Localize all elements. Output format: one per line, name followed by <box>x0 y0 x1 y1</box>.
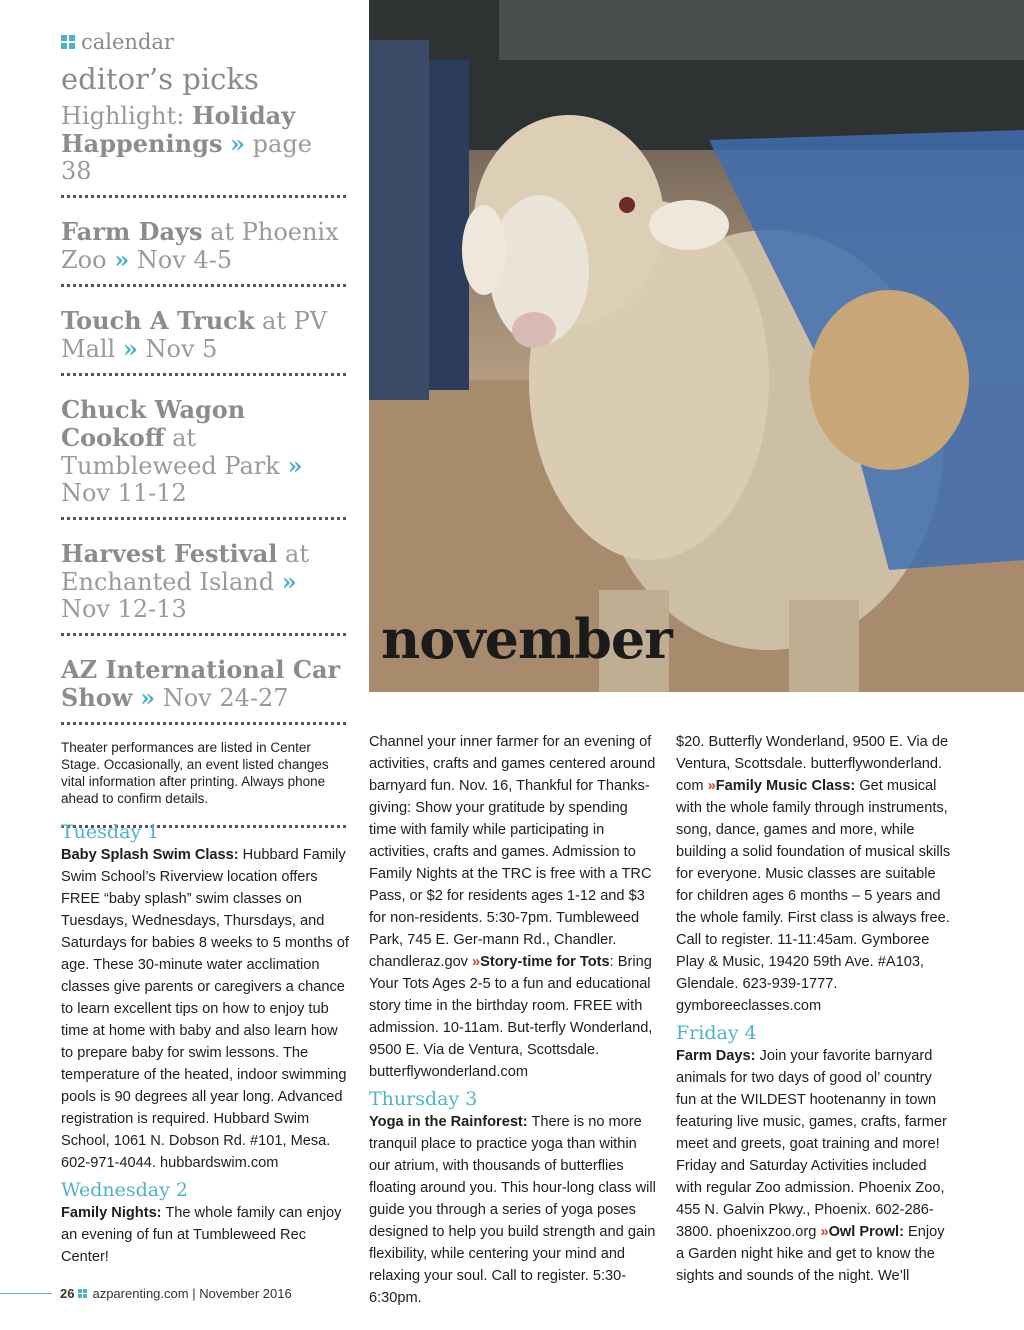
pick-venue: at Tumbleweed Park <box>61 424 280 480</box>
footer-rule <box>0 1293 52 1294</box>
event-text: The whole family can enjoy an evening of fun at Tumbleweed Rec Center! <box>61 1205 342 1265</box>
pick-date: Nov 5 <box>145 335 218 363</box>
event-text: Get musical with the whole family through instruments, song, dance, games and more, while building a solid foundation of musical skills for everyone. Music classes are suitable for children ages 6 months – 5 years and the whole family. First class is always free. Call to register. 11-11:45am. Gymboree Play & Music, 19420 59th Ave. #A103, Glendale. 623-939-1777. gymboreeclasses.com <box>676 778 951 1014</box>
event-title: Owl Prowl: <box>828 1224 904 1240</box>
event-title: Family Nights: <box>61 1205 162 1221</box>
squares-icon <box>61 35 75 49</box>
pick-item[interactable] <box>61 650 346 725</box>
day-heading: Wednesday 2 <box>61 1179 188 1201</box>
arrow-icon: » <box>281 567 297 596</box>
pick-item[interactable] <box>61 390 346 520</box>
pick-item[interactable] <box>61 96 346 198</box>
calendar-column-3 <box>676 731 956 1287</box>
event-entry <box>61 1202 351 1268</box>
event-entry <box>369 1111 659 1309</box>
calendar-column-1 <box>61 816 351 1268</box>
section-label: calendar <box>81 30 174 54</box>
sheep-photo <box>369 0 1024 692</box>
event-title: Yoga in the Rainforest: <box>369 1114 528 1130</box>
arrow-icon: » <box>820 1224 829 1240</box>
arrow-icon: » <box>230 129 246 158</box>
event-title: Farm Days: <box>676 1048 756 1064</box>
pick-title: Farm Days <box>61 217 203 246</box>
pick-title: Chuck Wagon Cookoff <box>61 395 246 452</box>
arrow-icon: » <box>114 245 130 274</box>
event-text: Hubbard Family Swim School’s Riverview location offers FREE “baby splash” swim classes on Tuesdays, Wednesdays, Thursdays, and Saturdays for babies 8 weeks to 5 months of age. These 30-minute water acclimation classes give parents or caregivers a chance to learn excellent tips on how to enjoy tub time at home with baby and also learn how to prepare baby for swim lessons. The temperature of the heated, indoor swimming pools is 90 degrees all year long. Advanced registration is required. Hubbard Swim School, 1061 N. Dobson Rd. #101, Mesa. 602-971-4044. hubbardswim.com <box>61 847 349 1171</box>
squares-icon <box>78 1289 87 1298</box>
event-entry <box>369 731 659 1083</box>
arrow-icon: » <box>707 778 716 794</box>
section-tag <box>61 30 346 54</box>
pick-title: Touch A Truck <box>61 306 255 335</box>
pick-prefix: Highlight: <box>61 102 192 130</box>
event-entry <box>676 1045 956 1287</box>
month-heading: november <box>381 607 672 671</box>
pick-venue: at Phoenix Zoo <box>61 218 339 274</box>
calendar-column-2 <box>369 731 659 1309</box>
arrow-icon: » <box>287 451 303 480</box>
pick-item[interactable] <box>61 534 346 636</box>
arrow-icon: » <box>122 334 138 363</box>
arrow-icon: » <box>140 683 156 712</box>
pick-date: Nov 11-12 <box>61 479 187 507</box>
arrow-icon: » <box>472 954 481 970</box>
event-text: : Bring Your Tots Ages 2-5 to a fun and educational story time in the birthday room. FREE with admission. 10-11am. But-terfly Wonderland, 9500 E. Via de Ventura, Scottsdale. butterflywonderland.com <box>369 954 653 1080</box>
pick-title: AZ International Car Show <box>61 655 341 712</box>
pick-item[interactable] <box>61 301 346 376</box>
event-text: Enjoy a Garden night hike and get to know the sights and sounds of the night. We’ll <box>676 1224 945 1284</box>
site-link[interactable]: azparenting.com <box>92 1286 189 1301</box>
pick-venue: at PV Mall <box>61 307 328 363</box>
footer-separator: | <box>188 1286 200 1301</box>
event-title: Family Music Class: <box>715 778 856 794</box>
event-text: Join your favorite barnyard animals for two days of good ol’ country fun at the WILDEST hootenanny in town featuring live music, games, crafts, farmer meet and greets, goat training and more! Friday and Saturday Activities included with regular Zoo admission. Phoenix Zoo, 455 N. Galvin Pkwy., Phoenix. 602-286-3800. phoenixzoo.org <box>676 1048 947 1240</box>
event-text: $20. Butterfly Wonderland, 9500 E. Via de Ventura, Scottsdale. butterflywonderland. com <box>676 734 949 794</box>
pick-item[interactable] <box>61 212 346 287</box>
issue-date: November 2016 <box>199 1286 292 1301</box>
pick-date: page 38 <box>61 130 312 185</box>
editors-picks-sidebar <box>61 30 346 828</box>
pick-title: Holiday Happenings <box>61 101 296 158</box>
sidebar-title: editor’s picks <box>61 62 259 96</box>
event-text: There is no more tranquil place to practice yoga than within our atrium, with thousands of butterflies floating around you. This hour-long class will guide you through a series of yoga poses designed to help you build strength and gain flexibility, while centering your mind and relaxing your soul. Call to register. 5:30-6:30pm. <box>369 1114 656 1306</box>
day-heading: Friday 4 <box>676 1022 757 1044</box>
event-title: Story-time for Tots <box>480 954 610 970</box>
pick-date: Nov 4-5 <box>136 246 233 274</box>
pick-date: Nov 24-27 <box>162 684 289 712</box>
event-text: Channel your inner farmer for an evening of activities, crafts and games centered around barnyard fun. Nov. 16, Thankful for Thanks-giving: Show your gratitude by spending time with family while participating in activities, crafts and games. Admission to Family Nights at the TRC is free with a TRC Pass, or $2 for residents ages 1-12 and $3 for non-residents. 5:30-7pm. Tumbleweed Park, 745 E. Ger-mann Rd., Chandler. chandleraz.gov <box>369 734 656 970</box>
event-entry <box>61 844 351 1174</box>
page-footer <box>0 1286 360 1301</box>
event-entry <box>676 731 956 1017</box>
pick-title: Harvest Festival <box>61 539 278 568</box>
event-title: Baby Splash Swim Class: <box>61 847 239 863</box>
pick-venue: at Enchanted Island <box>61 540 309 596</box>
day-heading: Thursday 3 <box>369 1088 478 1110</box>
page-number: 26 <box>60 1286 75 1301</box>
day-heading: Tuesday 1 <box>61 821 160 843</box>
pick-date: Nov 12-13 <box>61 595 187 623</box>
disclaimer-note: Theater performances are listed in Center Stage. Occasionally, an event listed changes vital information after printing. Always phone ahead to confirm details. <box>61 725 346 828</box>
sheep-illustration <box>369 0 1024 692</box>
